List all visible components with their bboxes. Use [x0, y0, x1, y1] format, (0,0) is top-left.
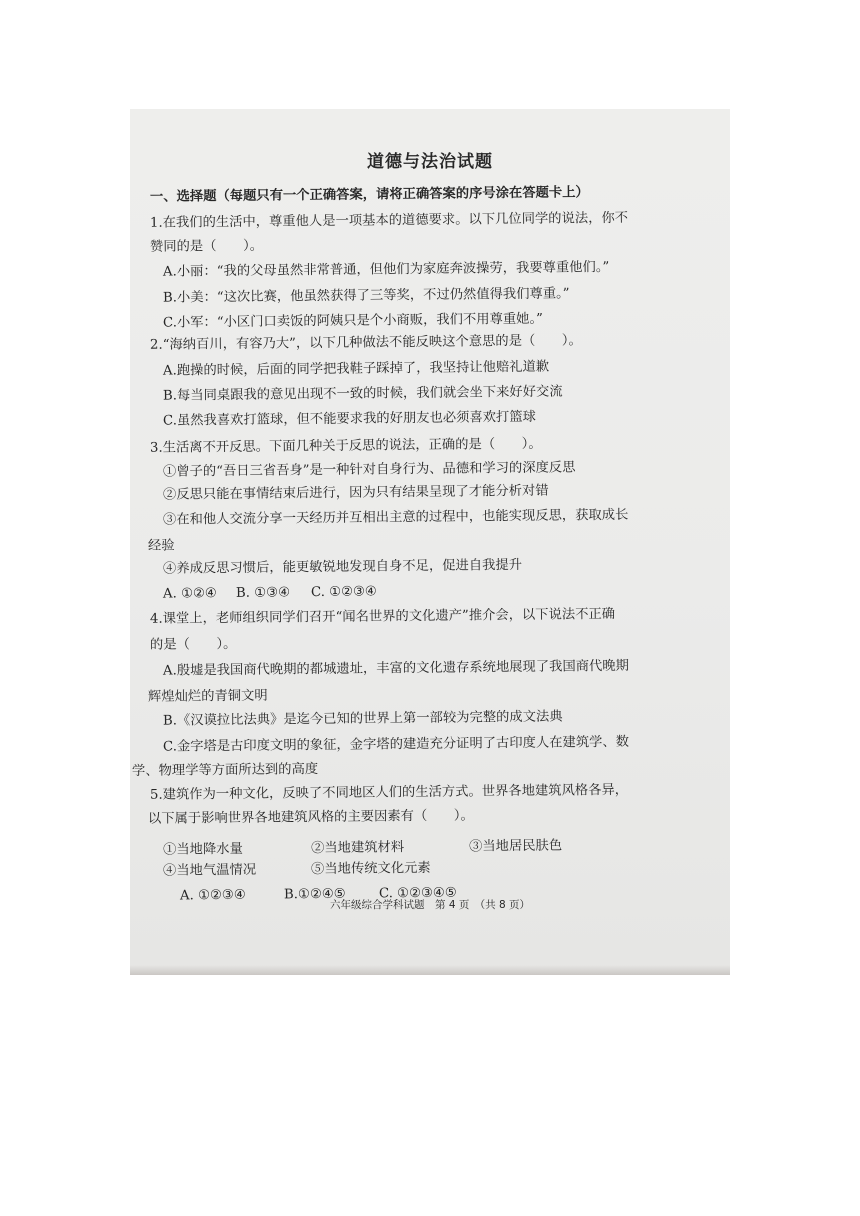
question-5-stem-cont: 以下属于影响世界各地建筑风格的主要因素有（ ）。: [147, 808, 474, 827]
question-2-option-a: A.跑操的时候，后面的同学把我鞋子踩掉了，我坚持让他赔礼道歉: [162, 359, 550, 379]
question-3-statement-2: ②反思只能在事情结束后进行，因为只有结果呈现了才能分析对错: [162, 483, 549, 503]
question-5-factor-5: ⑤当地传统文化元素: [310, 860, 431, 878]
question-3-statement-3-cont: 经验: [147, 538, 175, 554]
question-1-option-b: B.小美：“这次比赛，他虽然获得了三等奖，不过仍然值得我们尊重。”: [162, 286, 570, 306]
question-3-statement-4: ④养成反思习惯后，能更敏锐地发现自身不足，促进自我提升: [162, 557, 523, 577]
question-3-choice-b: B. ①③④: [235, 585, 291, 601]
question-1-stem: 1.在我们的生活中，尊重他人是一项基本的道德要求。以下几位同学的说法，你不: [149, 210, 629, 231]
question-3-choices: [130, 580, 730, 604]
question-2-stem: 2.“海纳百川，有容乃大”，以下几种做法不能反映这个意思的是（ ）。: [149, 333, 582, 353]
question-2-option-b: B.每当同桌跟我的意见出现不一致的时候，我们就会坐下来好好交流: [162, 384, 563, 404]
question-4-option-c: C.金字塔是古印度文明的象征，金字塔的建造充分证明了古印度人在建筑学、数: [162, 734, 630, 755]
question-5-stem: 5.建筑作为一种文化，反映了不同地区人们的生活方式。世界各地建筑风格各异，: [149, 782, 629, 803]
question-5-factor-3: ③当地居民肤色: [468, 838, 563, 855]
question-4-stem: 4.课堂上，老师组织同学们召开“闻名世界的文化遗产”推介会，以下说法不正确: [149, 606, 616, 627]
section-heading: 一、选择题（每题只有一个正确答案，请将正确答案的序号涂在答题卡上）: [149, 185, 589, 205]
question-4-stem-cont: 的是（ ）。: [149, 636, 237, 653]
page-footer: 六年级综合学科试题 第 4 页 （共 8 页）: [330, 899, 530, 911]
question-5-factor-2: ②当地建筑材料: [310, 840, 405, 857]
question-3-choice-a: A. ①②④: [162, 586, 217, 602]
question-1-option-a: A.小丽：“我的父母虽然非常普通，但他们为家庭奔波操劳，我要尊重他们。”: [162, 259, 610, 280]
question-3-stem: 3.生活离不开反思。下面几种关于反思的说法，正确的是（ ）。: [149, 436, 542, 456]
question-5-choice-b: B.①②④⑤: [283, 886, 346, 903]
question-1-stem-cont: 赞同的是（ ）。: [149, 238, 264, 255]
question-1-option-c: C.小军：“小区门口卖饭的阿姨只是个小商贩，我们不用尊重她。”: [162, 311, 543, 331]
question-4-option-a-cont: 辉煌灿烂的青铜文明: [147, 688, 268, 705]
question-3-statement-1: ①曾子的“吾日三省吾身”是一种针对自身行为、品德和学习的深度反思: [162, 460, 576, 480]
question-3-statement-3: ③在和他人交流分享一天经历并互相出主意的过程中，也能实现反思，获取成长: [162, 507, 629, 528]
exam-page-photo: [130, 109, 730, 975]
question-5-factor-4: ④当地气温情况: [162, 862, 257, 879]
question-4-option-c-cont: 学、物理学等方面所达到的高度: [131, 762, 319, 779]
question-5-factors-row-2: [130, 851, 730, 881]
question-4-option-a: A.殷墟是我国商代晚期的都城遗址，丰富的文化遗存系统地展现了我国商代晚期: [162, 658, 629, 679]
question-5-choice-c: C. ①②③④⑤: [378, 885, 457, 902]
question-5-factor-1: ①当地降水量: [162, 841, 243, 858]
question-2-option-c: C.虽然我喜欢打篮球，但不能要求我的好朋友也必须喜欢打篮球: [162, 409, 537, 429]
question-3-choice-c: C. ①②③④: [310, 584, 377, 601]
question-4-option-b: B.《汉谟拉比法典》是迄今已知的世界上第一部较为完整的成文法典: [162, 709, 563, 729]
question-5-choice-a: A. ①②③④: [179, 887, 246, 904]
page-title: 道德与法治试题: [367, 152, 493, 172]
